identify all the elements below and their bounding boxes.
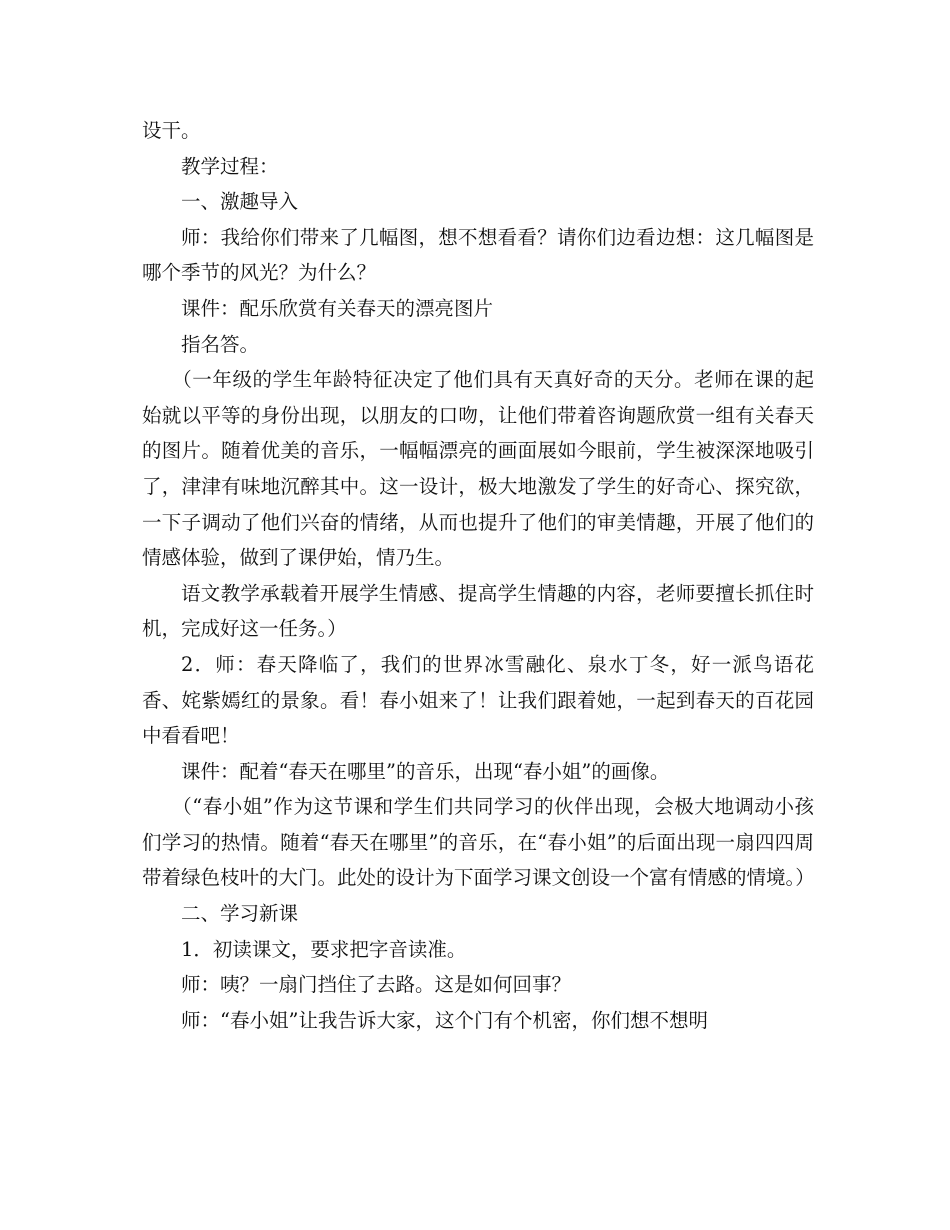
paragraph-continuation: 设干。 [142,119,201,142]
paragraph-door-blocked: 师：咦？一扇门挡住了去路。这是如何回事？ [181,973,572,997]
section-heading-new-lesson: 二、学习新课 [181,902,299,926]
paragraph-commentary-3: （“春小姐”作为这节课和学生们共同学习的伙伴出现，会极大地调动小孩们学习的热情。随着“春天在哪里”的音乐，在“春小姐”的后面出现一扇四四周带着绿色枝叶的大门。此处的设计为下面学习课文创设一个富有情感的情境。） [142,795,815,890]
document-body [142,113,814,1038]
paragraph-first-reading: 1．初读课文，要求把字音读准。 [181,937,467,961]
paragraph-process-heading: 教学过程： [181,154,279,178]
section-heading-intro: 一、激趣导入 [181,190,299,214]
paragraph-call-answer: 指名答。 [181,332,260,356]
paragraph-spring-arrives: 2．师：春天降临了，我们的世界冰雪融化、泉水丁冬，好一派鸟语花香、姹紫嫣红的景象。看！春小姐来了！让我们跟着她，一起到春天的百花园中看看吧！ [142,652,814,748]
paragraph-door-secret: 师：“春小姐”让我告诉大家，这个门有个机密，你们想不想明 [181,1008,708,1032]
paragraph-courseware-pictures: 课件：配乐欣赏有关春天的漂亮图片 [181,296,494,320]
paragraph-courseware-music: 课件：配着“春天在哪里”的音乐，出现“春小姐”的画像。 [181,759,670,783]
paragraph-commentary-1: （一年级的学生年龄特征决定了他们具有天真好奇的天分。老师在课的起始就以平等的身份出现，以朋友的口吻，让他们带着咨询题欣赏一组有关春天的图片。随着优美的音乐，一幅幅漂亮的画面展如今眼前，学生被深深地吸引了，津津有味地沉醉其中。这一设计，极大地激发了学生的好奇心、探究欲，一下子调动了他们兴奋的情绪，从而也提升了他们的审美情趣，开展了他们的情感体验，做到了课伊始，情乃生。 [142,368,814,570]
paragraph-commentary-2: 语文教学承载着开展学生情感、提高学生情趣的内容，老师要擅长抓住时机，完成好这一任务。） [142,581,814,641]
paragraph-teacher-question: 师：我给你们带来了几幅图，想不想看看？请你们边看边想：这几幅图是哪个季节的风光？为什么？ [142,225,814,285]
